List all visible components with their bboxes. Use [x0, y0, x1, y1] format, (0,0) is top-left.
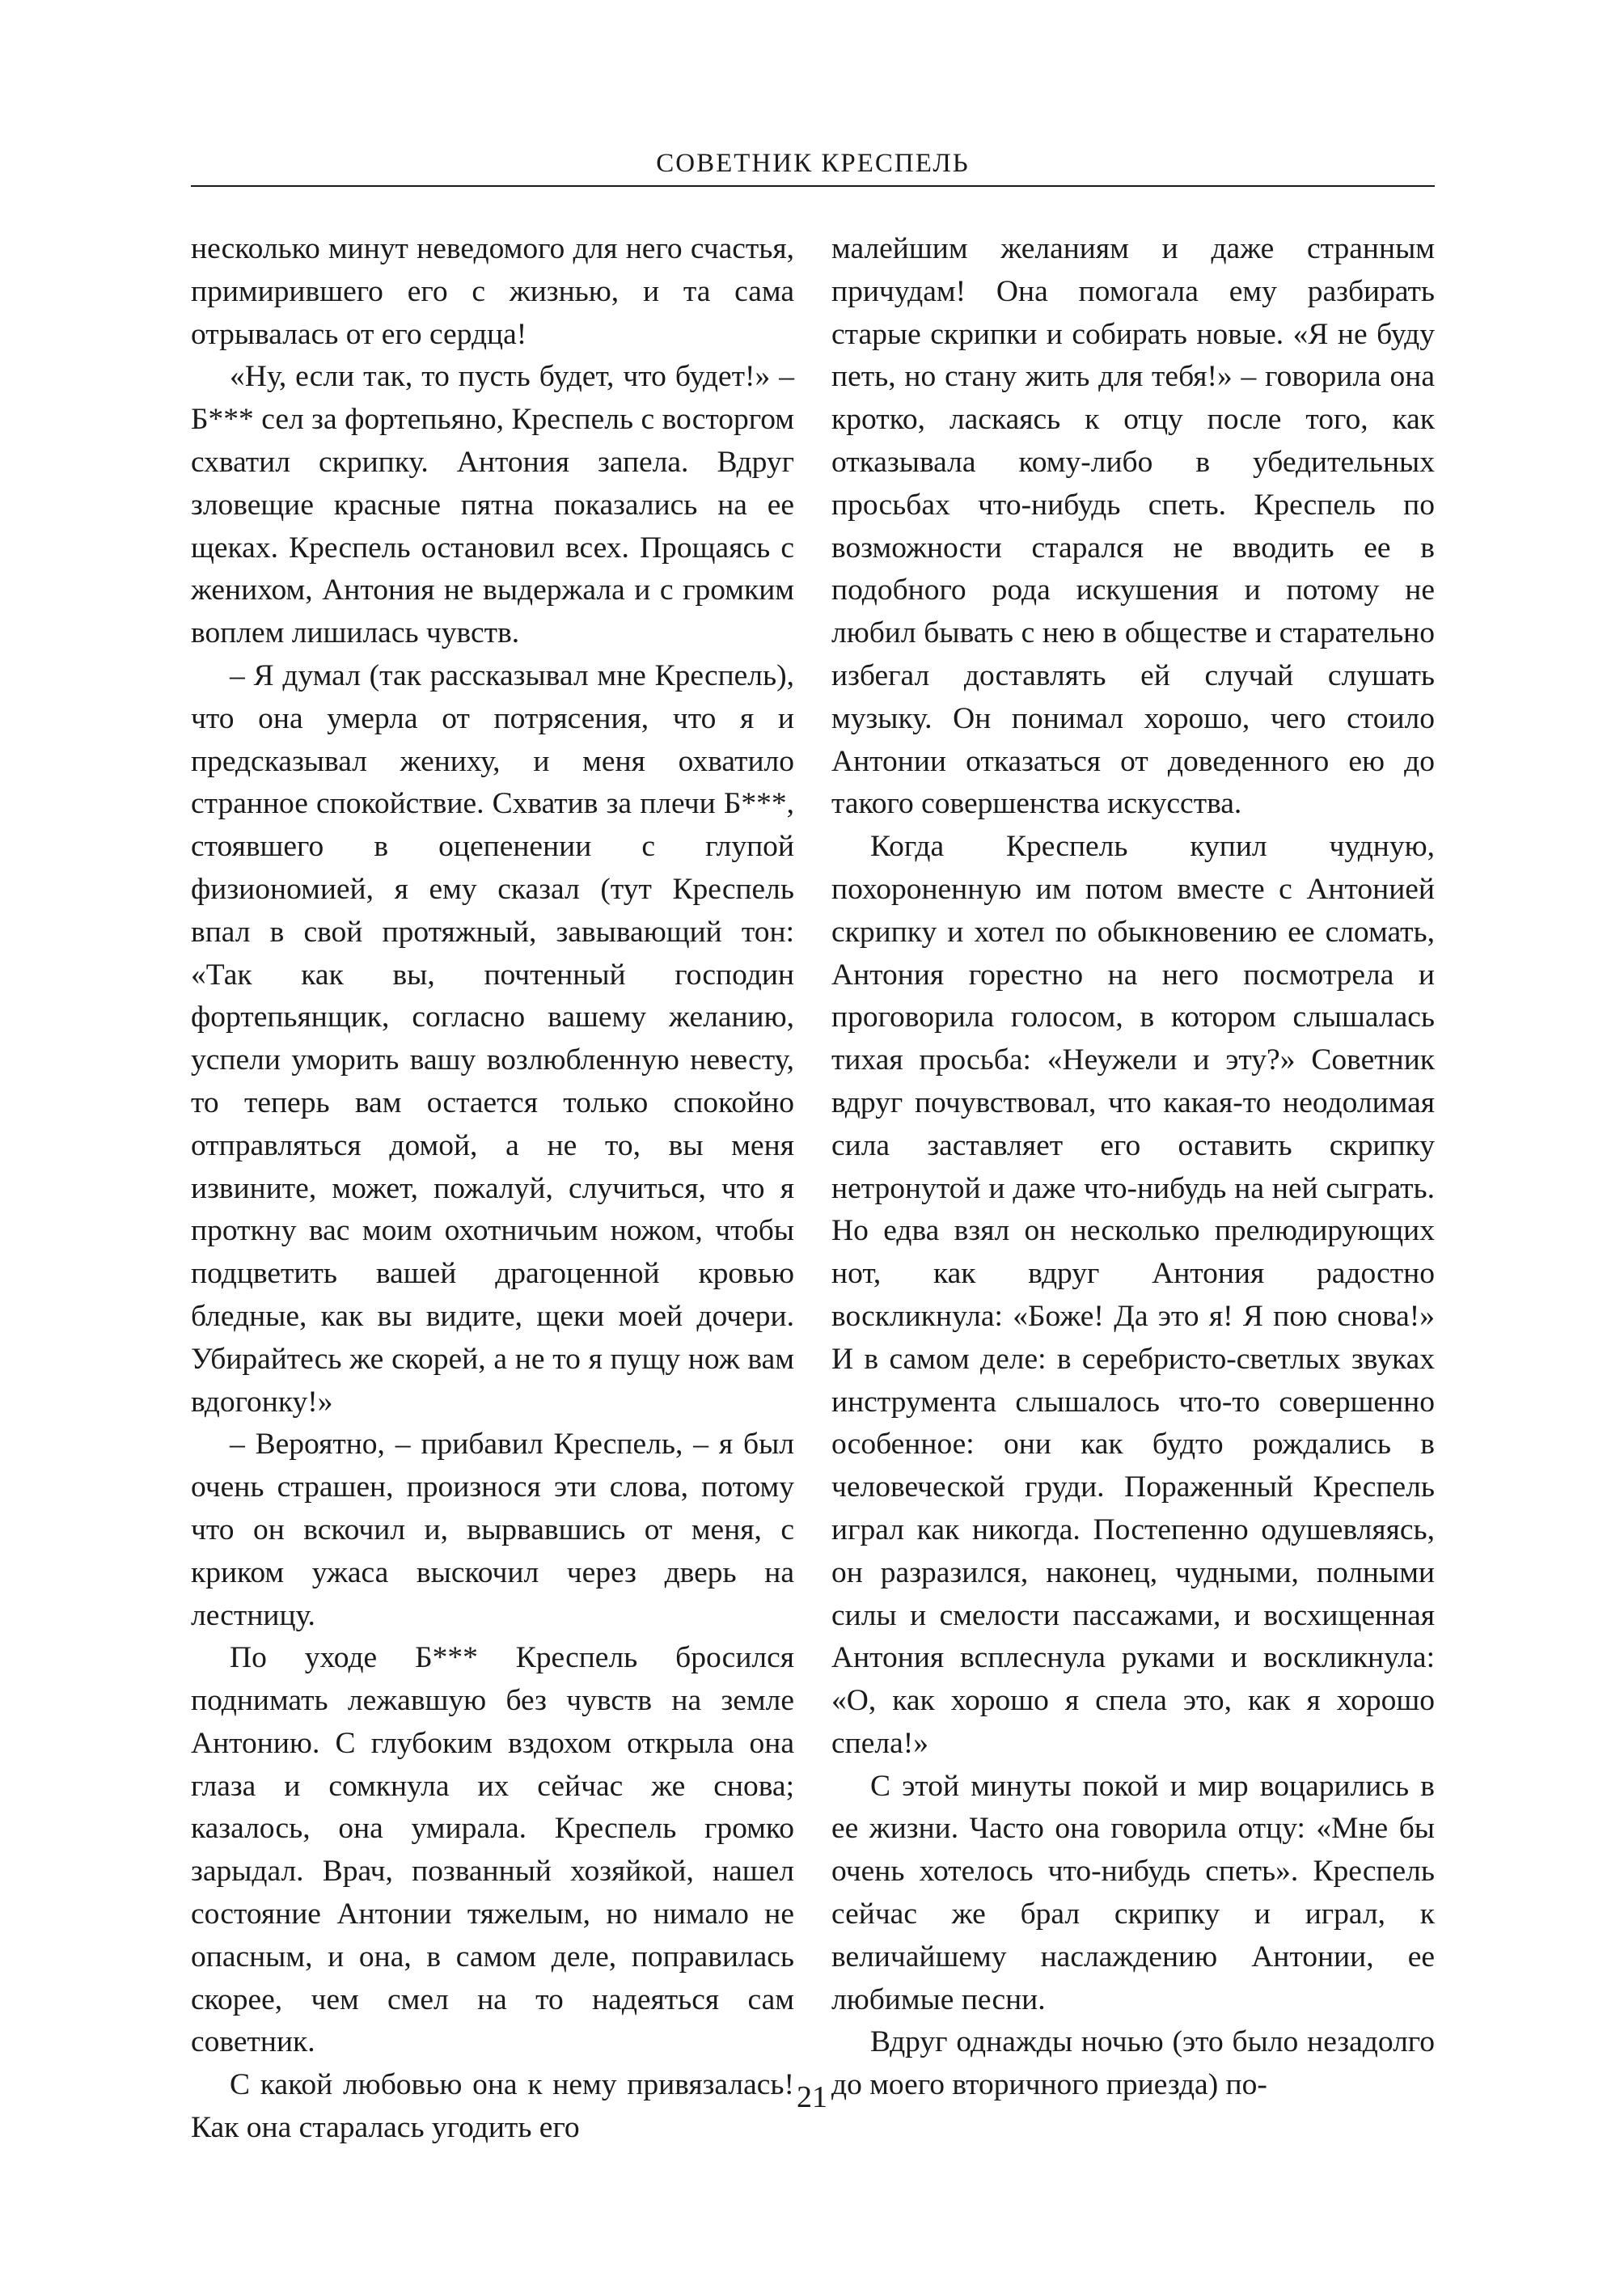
paragraph-continued: малейшим желаниям и даже странным причудам! Она помогала ему разбирать старые скрипки и собирать новые. «Я не буду петь, но стану жить для тебя!» – говорила она кротко, ласкаясь к отцу после того, как отказывала кому-либо в убедительных просьбах что-нибудь спеть. Креспель по возможности старался не вводить ее в подобного рода искушения и потому не любил бывать с нею в обществе и старательно избегал доставлять ей случай слушать музыку. Он понимал хорошо, чего стоило Антонии отказаться от доведенного ею до такого совершенства искусства.	[831, 232, 1435, 821]
running-title: СОВЕТНИК КРЕСПЕЛЬ	[656, 149, 970, 178]
page-number: 21	[797, 2080, 827, 2114]
text-column-right	[831, 228, 1435, 2107]
paragraph-continued: несколько минут неведомого для него счастья, примирившего его с жизнью, и та сама отрывалась от его сердца!	[191, 232, 794, 351]
text-column-left	[191, 228, 794, 2150]
paragraph: По уходе Б*** Креспель бросился поднимать лежавшую без чувств на земле Антонию. С глубоким вздохом открыла она глаза и сомкнула их сейчас же снова; казалось, она умирала. Креспель громко зарыдал. Врач, позванный хозяйкой, нашел состояние Антонии тяжелым, но нимало не опасным, и она, в самом деле, поправилась скорее, чем смел на то надеяться сам советник.	[191, 1641, 794, 2059]
paragraph: С этой минуты покой и мир воцарились в ее жизни. Часто она говорила отцу: «Мне бы очень хотелось что-нибудь спеть». Креспель сейчас же брал скрипку и играл, к величайшему наслаждению Антонии, ее любимые песни.	[831, 1769, 1435, 2016]
header-rule	[191, 185, 1435, 187]
paragraph: – Вероятно, – прибавил Креспель, – я был очень страшен, произнося эти слова, потому что он вскочил и, вырвавшись от меня, с криком ужаса выскочил через дверь на лестницу.	[191, 1428, 794, 1632]
paragraph: Вдруг однажды ночью (это было незадолго до моего вторичного приезда) по-	[831, 2025, 1435, 2102]
paragraph: С какой любовью она к нему привязалась! Как она старалась угодить его	[191, 2068, 794, 2145]
paragraph: Когда Креспель купил чудную, похороненную им потом вместе с Антонией скрипку и хотел по обыкновению ее сломать, Антония горестно на него посмотрела и проговорила голосом, в котором слышалась тихая просьба: «Неужели и эту?» Советник вдруг почувствовал, что какая-то неодолимая сила заставляет его оставить скрипку нетронутой и даже что-нибудь на ней сыграть. Но едва взял он несколько прелюдирующих нот, как вдруг Антония радостно воскликнула: «Боже! Да это я! Я пою снова!» И в самом деле: в серебристо-светлых звуках инструмента слышалось что-то совершенно особенное: они как будто рождались в человеческой груди. Пораженный Креспель играл как никогда. Постепенно одушевляясь, он разразился, наконец, чудными, полными силы и смелости пассажами, и восхищенная Антония всплеснула руками и воскликнула: «О, как хорошо я спела это, как я хорошо спела!»	[831, 830, 1435, 1760]
paragraph: – Я думал (так рассказывал мне Креспель), что она умерла от потрясения, что я и предсказывал жениху, и меня охватило странное спокойствие. Схватив за плечи Б***, стоявшего в оцепенении с глупой физиономией, я ему сказал (тут Креспель впал в свой протяжный, завывающий тон: «Так как вы, почтенный господин фортепьянщик, согласно вашему желанию, успели уморить вашу возлюбленную невесту, то теперь вам остается только спокойно отправляться домой, а не то, вы меня извините, может, пожалуй, случиться, что я проткну вас моим охотничьим ножом, чтобы подцветить вашей драгоценной кровью бледные, как вы видите, щеки моей дочери. Убирайтесь же скорей, а не то я пущу нож вам вдогонку!»	[191, 658, 794, 1419]
paragraph: «Ну, если так, то пусть будет, что будет!» – Б*** сел за фортепьяно, Креспель с восторгом схватил скрипку. Антония запела. Вдруг зловещие красные пятна показались на ее щеках. Креспель остановил всех. Прощаясь с женихом, Антония не выдержала и с громким воплем лишилась чувств.	[191, 360, 794, 650]
